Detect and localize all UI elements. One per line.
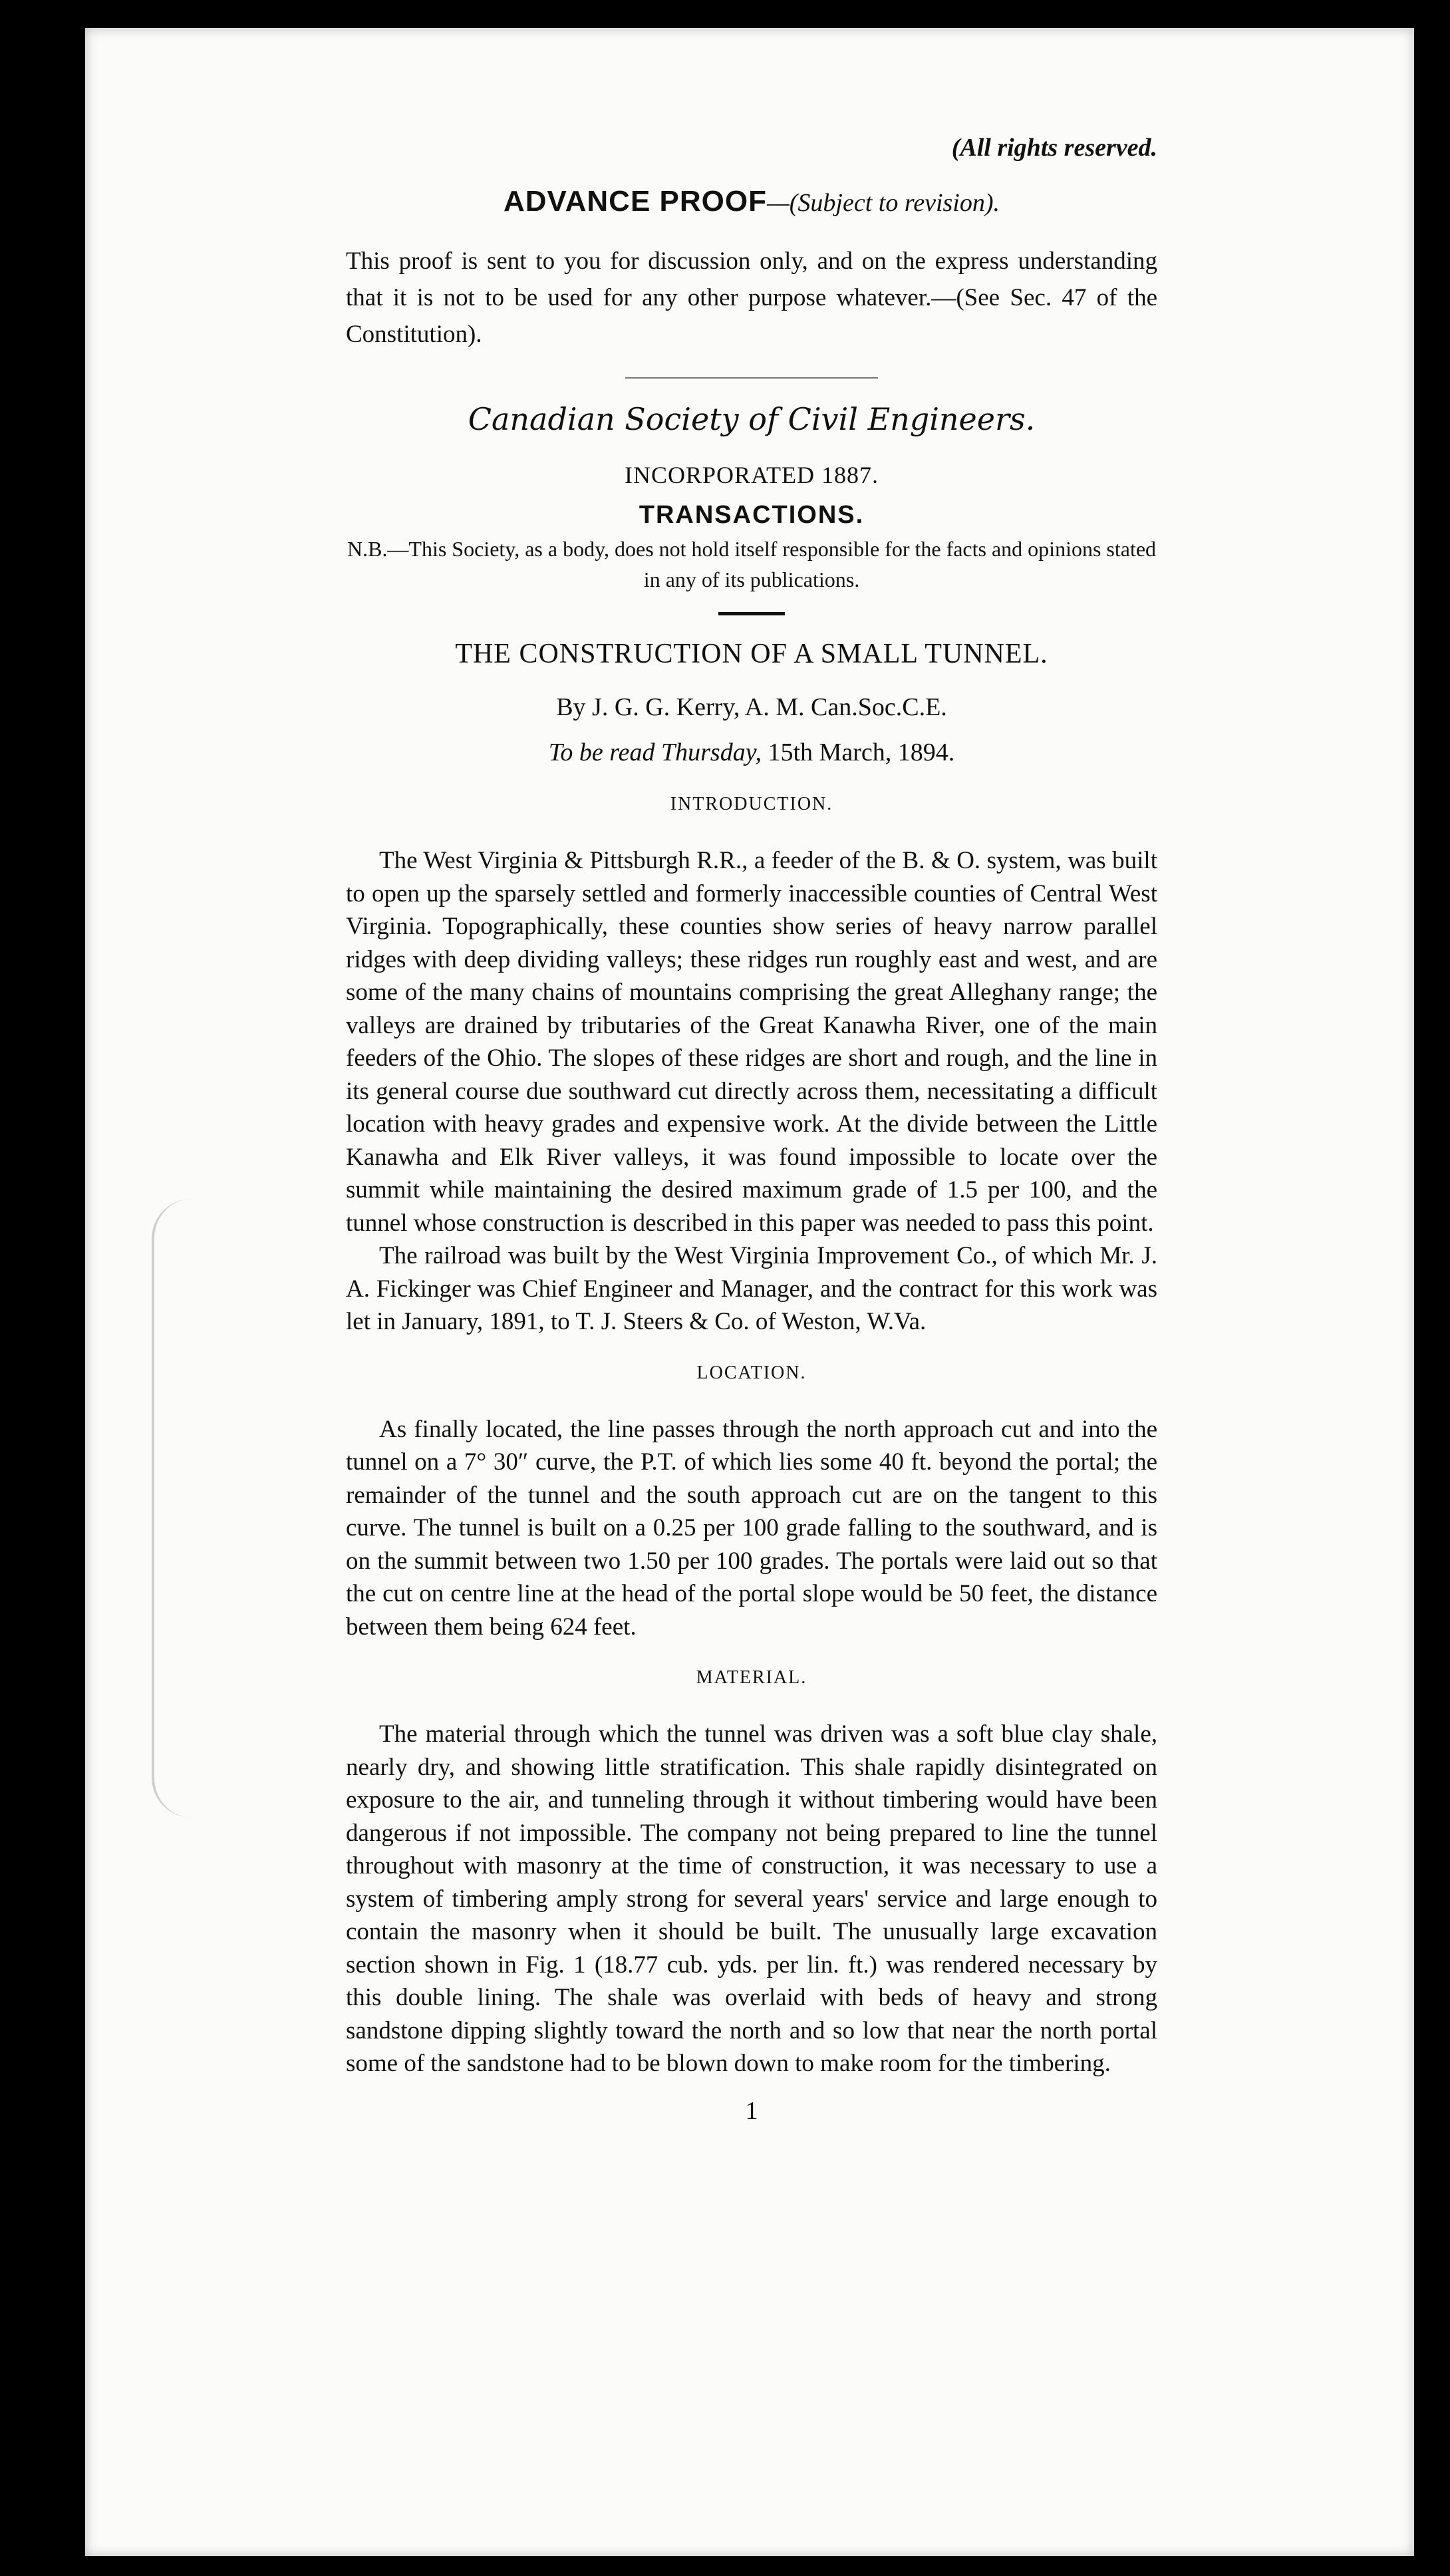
section-heading-location: LOCATION. [696, 1362, 807, 1383]
paragraph: The railroad was built by the West Virginia Improvement Co., of which Mr. J. A. Fickinger was Chief Engineer and Manager, and the contract for this work was let in January, 1891, to T. J. Steers & Co. of Weston, W.Va. [346, 1242, 1157, 1335]
proof-title: ADVANCE PROOF [504, 185, 767, 218]
section-heading-material: MATERIAL. [696, 1667, 807, 1688]
divider [625, 377, 878, 379]
page-content [346, 133, 1157, 2126]
author-line: By J. G. G. Kerry, A. M. Can.Soc.C.E. [556, 693, 947, 721]
rights-notice: (All rights reserved. [951, 134, 1157, 162]
read-date-value: 15th March, 1894. [768, 738, 955, 766]
disclaimer: N.B.—This Society, as a body, does not hold itself responsible for the facts and opinions stated in any of its publications. [347, 537, 1157, 591]
paragraph: As finally located, the line passes through the north approach cut and into the tunnel on a 7° 30″ curve, the P.T. of which lies some 40 ft. beyond the portal; the remainder of the tunnel and the south approach cut are on the tangent to this curve. The tunnel is built on a 0.25 per 100 grade falling to the southward, and is on the summit between two 1.50 per 100 grades. The portals were laid out so that the cut on centre line at the head of the portal slope would be 50 feet, the distance between them being 624 feet. [346, 1415, 1157, 1641]
proof-subtitle: —(Subject to revision). [766, 189, 1000, 217]
read-date [346, 738, 1157, 767]
page-number: 1 [745, 2096, 758, 2125]
section-heading-introduction: INTRODUCTION. [670, 794, 833, 814]
binding-string [152, 1199, 201, 1818]
society-name: Canadian Society of Civil Engineers. [468, 401, 1036, 437]
proof-heading [346, 185, 1157, 218]
transactions-heading: TRANSACTIONS. [639, 501, 865, 529]
paper-title: THE CONSTRUCTION OF A SMALL TUNNEL. [455, 639, 1048, 669]
short-rule [718, 612, 785, 615]
proof-notice: This proof is sent to you for discussion only, and on the express understanding that it is not to be used for any other purpose whatever.—(See Sec. 47 of the Constitution). [346, 247, 1157, 348]
read-prefix: To be read Thursday, [548, 738, 762, 766]
paragraph: The West Virginia & Pittsburgh R.R., a feeder of the B. & O. system, was built to open up the sparsely settled and formerly inaccessible counties of Central West Virginia. Topographically, these counties show series of heavy narrow parallel ridges with deep dividing valleys; these ridges run roughly east and west, and are some of the many chains of mountains comprising the great Alleghany range; the valleys are drained by tributaries of the Great Kanawha River, one of the main feeders of the Ohio. The slopes of these ridges are short and rough, and the line in its general course due southward cut directly across them, necessitating a difficult location with heavy grades and expensive work. At the divide between the Little Kanawha and Elk River valleys, it was found impossible to locate over the summit while maintaining the desired maximum grade of 1.5 per 100, and the tunnel whose construction is described in this paper was needed to pass this point. [346, 847, 1157, 1237]
paragraph: The material through which the tunnel was driven was a soft blue clay shale, nearly dry, and showing little stratification. This shale rapidly disintegrated on exposure to the air, and tunneling through it without timbering would have been dangerous if not impossible. The company not being prepared to line the tunnel throughout with masonry at the time of construction, it was necessary to use a system of timbering amply strong for several years' service and large enough to contain the masonry when it should be built. The unusually large excavation section shown in Fig. 1 (18.77 cub. yds. per lin. ft.) was rendered necessary by this double lining. The shale was overlaid with beds of heavy and strong sandstone dipping slightly toward the north and so low that near the north portal some of the sandstone had to be blown down to make room for the timbering. [346, 1720, 1157, 2077]
incorporated-line: INCORPORATED 1887. [624, 462, 879, 488]
